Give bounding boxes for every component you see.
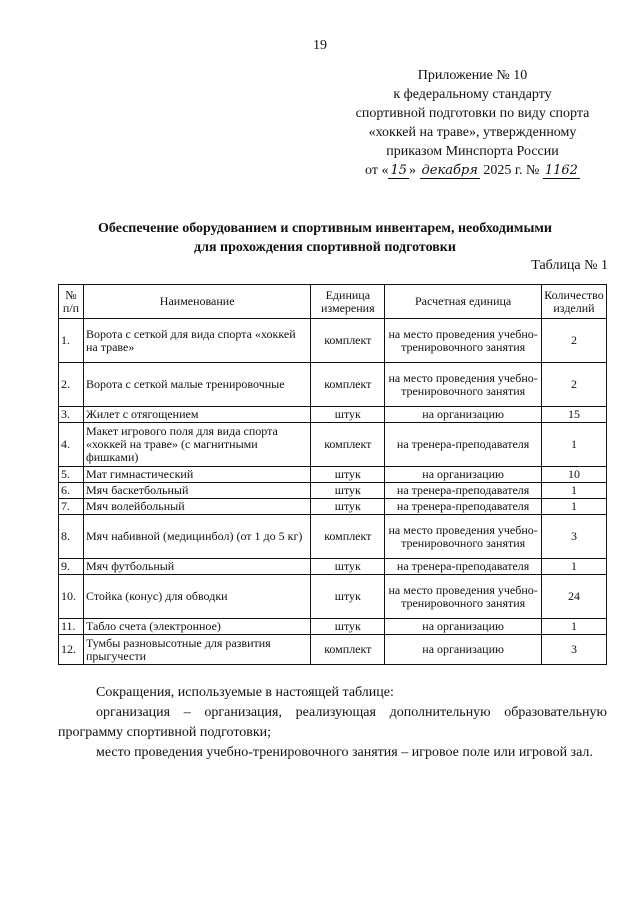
row-quantity: 3 xyxy=(541,515,606,559)
row-unit: штук xyxy=(311,407,385,423)
row-name: Мяч баскетбольный xyxy=(83,483,310,499)
handwritten-day: 15 xyxy=(390,163,408,178)
row-name: Мяч футбольный xyxy=(83,559,310,575)
row-unit: комплект xyxy=(311,515,385,559)
notes-intro: Сокращения, используемые в настоящей таблице: xyxy=(96,685,394,700)
notes-item: место проведения учебно-тренировочного занятия – игровое поле или игровой зал. xyxy=(96,745,593,760)
row-number: 4. xyxy=(59,423,84,467)
row-unit: комплект xyxy=(311,635,385,665)
row-unit: комплект xyxy=(311,423,385,467)
row-unit: комплект xyxy=(311,363,385,407)
appendix-line: приказом Минспорта России xyxy=(386,144,559,159)
row-unit: штук xyxy=(311,483,385,499)
abbreviations-notes xyxy=(58,683,607,763)
row-name: Стойка (конус) для обводки xyxy=(83,575,310,619)
header-number: № п/п xyxy=(59,285,84,319)
row-calc-unit: на место проведения учебно-тренировочного занятия xyxy=(385,319,542,363)
row-quantity: 2 xyxy=(541,363,606,407)
table-row xyxy=(59,319,607,363)
row-number: 6. xyxy=(59,483,84,499)
row-number: 8. xyxy=(59,515,84,559)
row-name: Мяч набивной (медицинбол) (от 1 до 5 кг) xyxy=(83,515,310,559)
row-calc-unit: на организацию xyxy=(385,619,542,635)
row-unit: штук xyxy=(311,499,385,515)
page-number: 19 xyxy=(313,38,327,53)
row-quantity: 1 xyxy=(541,423,606,467)
table-row xyxy=(59,575,607,619)
row-name: Мяч волейбольный xyxy=(83,499,310,515)
date-prefix: от « xyxy=(365,163,389,178)
appendix-line: к федеральному стандарту xyxy=(393,87,552,102)
row-name: Тумбы разновысотные для развития прыгучести xyxy=(83,635,310,665)
row-unit: штук xyxy=(311,619,385,635)
row-calc-unit: на тренера-преподавателя xyxy=(385,559,542,575)
notes-item: организация – организация, реализующая дополнительную образовательную программу спортивной подготовки; xyxy=(58,705,607,740)
row-unit: комплект xyxy=(311,319,385,363)
table-row xyxy=(59,407,607,423)
year-text: 2025 г. № xyxy=(483,163,540,178)
row-calc-unit: на организацию xyxy=(385,635,542,665)
row-quantity: 1 xyxy=(541,619,606,635)
row-number: 11. xyxy=(59,619,84,635)
heading-line: для прохождения спортивной подготовки xyxy=(194,240,456,255)
table-caption: Таблица № 1 xyxy=(531,258,608,273)
row-calc-unit: на тренера-преподавателя xyxy=(385,423,542,467)
table-row xyxy=(59,363,607,407)
table-row xyxy=(59,467,607,483)
row-quantity: 1 xyxy=(541,483,606,499)
table-row xyxy=(59,423,607,467)
table-row xyxy=(59,619,607,635)
row-name: Табло счета (электронное) xyxy=(83,619,310,635)
handwritten-order-number: 1162 xyxy=(544,163,578,178)
appendix-header xyxy=(340,66,605,180)
row-number: 3. xyxy=(59,407,84,423)
row-number: 9. xyxy=(59,559,84,575)
appendix-line: Приложение № 10 xyxy=(417,68,528,83)
row-quantity: 3 xyxy=(541,635,606,665)
row-number: 7. xyxy=(59,499,84,515)
row-number: 5. xyxy=(59,467,84,483)
row-number: 12. xyxy=(59,635,84,665)
header-quantity: Количество изделий xyxy=(541,285,606,319)
header-name: Наименование xyxy=(83,285,310,319)
table-row xyxy=(59,559,607,575)
equipment-table xyxy=(58,284,607,665)
row-unit: штук xyxy=(311,467,385,483)
table-row xyxy=(59,515,607,559)
row-number: 1. xyxy=(59,319,84,363)
appendix-line: «хоккей на траве», утвержденному xyxy=(368,125,577,140)
row-quantity: 15 xyxy=(541,407,606,423)
row-calc-unit: на место проведения учебно-тренировочного занятия xyxy=(385,575,542,619)
appendix-line: спортивной подготовки по виду спорта xyxy=(355,106,590,121)
table-row xyxy=(59,499,607,515)
row-unit: штук xyxy=(311,575,385,619)
row-calc-unit: на тренера-преподавателя xyxy=(385,483,542,499)
table-row xyxy=(59,635,607,665)
row-calc-unit: на место проведения учебно-тренировочного занятия xyxy=(385,363,542,407)
row-number: 2. xyxy=(59,363,84,407)
row-quantity: 1 xyxy=(541,559,606,575)
header-calc-unit: Расчетная единица xyxy=(385,285,542,319)
row-calc-unit: на тренера-преподавателя xyxy=(385,499,542,515)
row-name: Мат гимнастический xyxy=(83,467,310,483)
row-calc-unit: на организацию xyxy=(385,467,542,483)
row-name: Ворота с сеткой для вида спорта «хоккей на траве» xyxy=(83,319,310,363)
row-name: Жилет с отягощением xyxy=(83,407,310,423)
heading-line: Обеспечение оборудованием и спортивным инвентарем, необходимыми xyxy=(98,221,552,236)
order-date-line xyxy=(340,161,605,180)
row-calc-unit: на организацию xyxy=(385,407,542,423)
header-unit: Единица измерения xyxy=(311,285,385,319)
row-calc-unit: на место проведения учебно-тренировочного занятия xyxy=(385,515,542,559)
row-name: Ворота с сеткой малые тренировочные xyxy=(83,363,310,407)
document-heading xyxy=(40,219,610,257)
row-quantity: 10 xyxy=(541,467,606,483)
row-unit: штук xyxy=(311,559,385,575)
row-quantity: 2 xyxy=(541,319,606,363)
handwritten-month: декабря xyxy=(421,163,478,178)
row-name: Макет игрового поля для вида спорта «хоккей на траве» (с магнитными фишками) xyxy=(83,423,310,467)
date-mid: » xyxy=(409,163,417,178)
row-quantity: 1 xyxy=(541,499,606,515)
row-number: 10. xyxy=(59,575,84,619)
table-row xyxy=(59,483,607,499)
row-quantity: 24 xyxy=(541,575,606,619)
